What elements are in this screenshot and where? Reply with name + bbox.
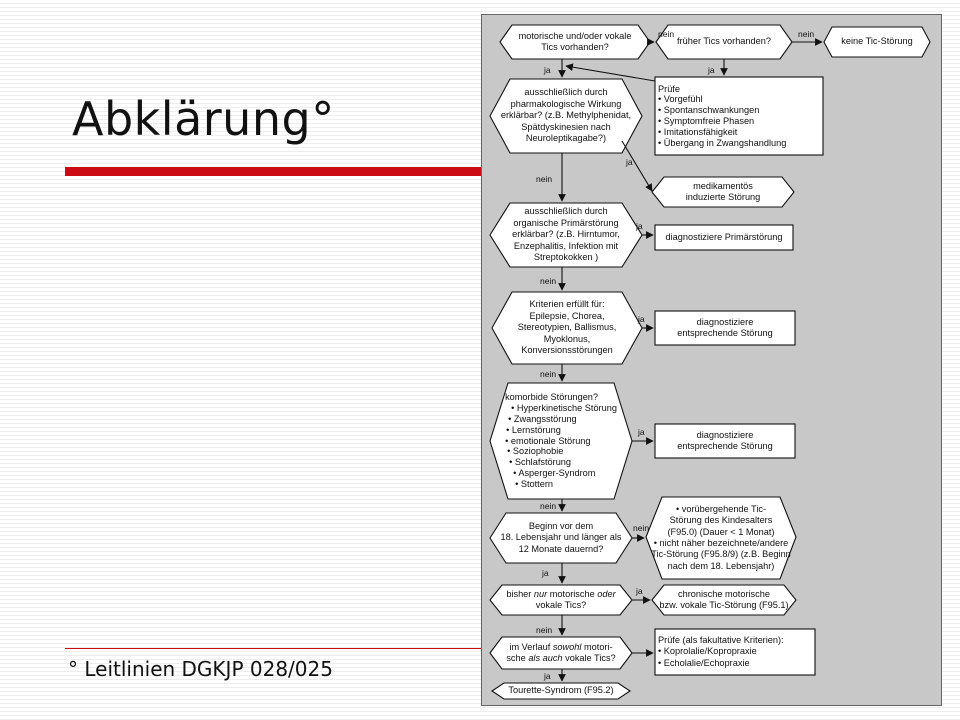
- label-yes-9: ja: [544, 671, 551, 681]
- q-criteria-text: Kriterien erfüllt für: Epilepsie, Chorea, Stereotypien, Ballismus, Myoklonus, Konversionsstörungen: [517, 299, 617, 356]
- label-yes-5: ja: [638, 314, 645, 324]
- check-heading: Prüfe: [658, 83, 680, 94]
- q-both-text: im Verlauf sowohl motori- sche als auch vokale Tics?: [506, 641, 616, 663]
- q-organic-text: ausschließlich durch organische Primärstörung erklärbar? (z.B. Hirntumor, Enzephalitis, Infektion mit Streptokokken ): [512, 206, 620, 263]
- r-transient-text: • vorübergehende Tic- Störung des Kindesalters (F95.0) (Dauer < 1 Monat) • nicht näher bezeichnete/andere Tic-Störung (F95.8/9) (z.B. Beginn nach dem 18. Lebensjahr): [651, 503, 791, 571]
- label-no-6: nein: [540, 501, 557, 511]
- check-item: Imitationsfähigkeit: [663, 126, 738, 137]
- label-yes-2: ja: [708, 65, 715, 75]
- label-no-8: nein: [536, 625, 553, 635]
- label-no-2: nein: [798, 29, 815, 39]
- label-no-3: nein: [536, 174, 553, 184]
- r-primary-text: diagnostiziere Primärstörung: [665, 231, 783, 242]
- r-diag2-text: diagnostiziere entsprechende Störung: [677, 429, 773, 451]
- check2-list: Prüfe (als fakultative Kriterien): • Koprolalie/Kopropraxie • Echolalie/Echopraxie: [658, 634, 784, 668]
- r-no-tic-text: keine Tic-Störung: [841, 36, 913, 47]
- label-yes-7: ja: [542, 568, 549, 578]
- label-yes-4: ja: [636, 221, 643, 231]
- r-chronic-text: chronische motorische bzw. vokale Tic-Störung (F95.1): [659, 588, 789, 610]
- label-yes-6: ja: [638, 427, 645, 437]
- comorbid-heading: komorbide Störungen?: [505, 391, 599, 402]
- q-onset-text: Beginn vor dem 18. Lebensjahr und länger als 12 Monate dauernd?: [500, 520, 622, 554]
- label-yes-1: ja: [544, 65, 551, 75]
- label-no-7: nein: [633, 523, 650, 533]
- source-footnote: ° Leitlinien DGKJP 028/025: [68, 657, 333, 681]
- q-earlier-text: früher Tics vorhanden?: [677, 36, 771, 47]
- q-pharma-text: ausschließlich durch pharmakologische Wirkung erklärbar? (z.B. Methylphenidat, Spätdyskinesien nach Neuroleptikagabe?): [500, 87, 632, 144]
- label-yes-3: ja: [626, 157, 633, 167]
- q-comorbid-text: komorbide Störungen? • Hyperkinetische Störung • Zwangsstörung • Lernstörung • emotionale Störung • Soziophobie • Schlafstörung • Asperger-Syndrom • Stottern: [505, 391, 617, 490]
- check-list: Prüfe • Vorgefühl • Spontanschwankungen • Symptomfreie Phasen • Imitationsfähigkeit • Übergang in Zwangshandlung: [658, 83, 787, 148]
- label-yes-8: ja: [636, 586, 643, 596]
- check-item: Symptomfreie Phasen: [663, 116, 755, 126]
- r-diag1-text: diagnostiziere entsprechende Störung: [677, 316, 773, 338]
- r-tourette-text: Tourette-Syndrom (F95.2): [508, 685, 614, 696]
- label-no-4: nein: [540, 276, 557, 286]
- label-no-5: nein: [540, 369, 557, 379]
- check-item: Vorgefühl: [663, 94, 703, 105]
- r-drug-text: medikamentös induzierte Störung: [685, 180, 761, 202]
- tic-diagnosis-flowchart: [481, 14, 942, 706]
- footer-divider: [65, 648, 483, 649]
- slide-title: Abklärung°: [72, 92, 335, 146]
- title-accent-bar: [65, 167, 483, 176]
- q-only-text: bisher nur motorische oder vokale Tics?: [506, 588, 616, 610]
- label-no-1: nein: [658, 29, 675, 39]
- check-item: Spontanschwankungen: [663, 105, 760, 116]
- q-tics-text: motorische und/oder vokale Tics vorhanden?: [518, 30, 632, 52]
- check-item: Übergang in Zwangshandlung: [663, 137, 787, 148]
